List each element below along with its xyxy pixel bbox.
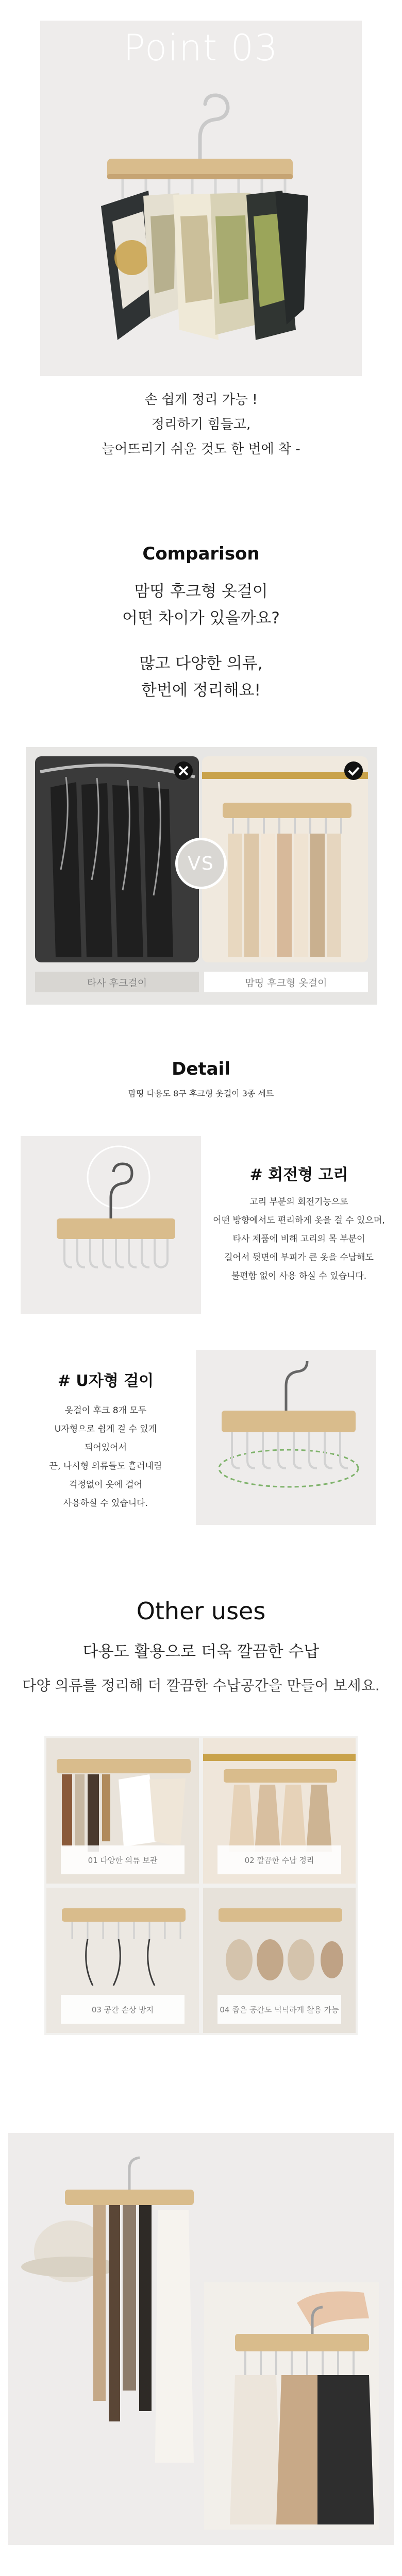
other-brand-label: 타사 후크걸이 <box>35 972 199 992</box>
other-brand-hanger-photo <box>35 756 199 962</box>
feature2-line: 옷걸이 후크 8개 모두 <box>64 1405 147 1416</box>
comparison-answer-line1: 많고 다양한 의류, <box>139 654 263 673</box>
hero-caption-line2: 정리하기 힘들고, <box>151 417 251 432</box>
use-tile <box>46 1888 199 2033</box>
comparison-panel <box>26 747 377 1005</box>
hanger-with-scarves-photo <box>40 21 362 376</box>
hero-caption-line1: 손 쉽게 정리 가능 ! <box>144 392 258 408</box>
comparison-question-line2: 어떤 차이가 있을까요? <box>122 609 280 628</box>
feature1-line: 타사 제품에 비해 고리의 목 부분이 <box>232 1234 365 1244</box>
use-tile-label: 02 깔끔한 수납 정리 <box>217 1845 341 1874</box>
lifestyle-photo <box>8 2133 394 2545</box>
other-uses-subheading: 다용도 활용으로 더욱 깔끔한 수납 <box>82 1642 320 1661</box>
use-tile-label: 01 다양한 의류 보관 <box>61 1845 185 1874</box>
hero-panel <box>40 21 362 376</box>
use-tile <box>203 1738 356 1884</box>
use-tile-label: 03 공간 손상 방지 <box>61 1995 185 2024</box>
product-label: 맘띵 후크형 옷걸이 <box>204 972 368 992</box>
feature2-line: 사용하실 수 있습니다. <box>63 1498 148 1509</box>
feature2-title: # U자형 걸이 <box>57 1372 154 1390</box>
feature2-description <box>21 1401 191 1513</box>
comparison-question-line1: 맘띵 후크형 옷걸이 <box>134 582 268 601</box>
rotating-hook-photo <box>21 1136 201 1314</box>
use-tile-label: 04 좁은 공간도 넉넉하게 활용 가능 <box>217 1995 341 2024</box>
comparison-heading: Comparison <box>142 544 260 564</box>
u-shaped-hook-photo <box>196 1350 376 1525</box>
hero-title: Point 03 <box>123 27 279 69</box>
detail-subheading: 맘띵 다용도 8구 후크형 옷걸이 3종 세트 <box>128 1089 274 1098</box>
other-uses-grid <box>44 1736 358 2035</box>
hero-caption-line3: 늘어뜨리기 쉬운 것도 한 번에 착 - <box>102 442 300 457</box>
feature2-line: U자형으로 쉽게 걸 수 있게 <box>54 1424 157 1434</box>
vs-label: VS <box>188 853 214 874</box>
feature1-title: # 회전형 고리 <box>249 1166 348 1184</box>
feature2-line: 되어있어서 <box>84 1443 127 1453</box>
detail-heading: Detail <box>172 1059 230 1079</box>
other-uses-heading: Other uses <box>136 1597 266 1625</box>
vs-badge <box>175 838 227 889</box>
other-uses-description: 다양 의류를 정리해 더 깔끔한 수납공간을 만들어 보세요. <box>22 1677 380 1694</box>
feature1-line: 길어서 뒷면에 부피가 큰 옷을 수납해도 <box>224 1252 374 1263</box>
feature2-line: 걱정없이 옷에 걸어 <box>69 1480 143 1490</box>
comparison-answer-line2: 한번에 정리해요! <box>141 681 261 700</box>
feature1-line: 불편함 없이 사용 하실 수 있습니다. <box>231 1271 367 1281</box>
use-tile <box>46 1738 199 1884</box>
feature1-line: 고리 부분의 회전기능으로 <box>249 1197 348 1207</box>
use-tile <box>203 1888 356 2033</box>
feature1-description <box>206 1193 392 1285</box>
feature1-line: 어떤 방향에서도 편리하게 옷을 걸 수 있으며, <box>213 1215 385 1226</box>
feature2-line: 끈, 나시형 의류들도 흘러내림 <box>49 1461 162 1471</box>
product-hanger-photo <box>202 756 368 962</box>
